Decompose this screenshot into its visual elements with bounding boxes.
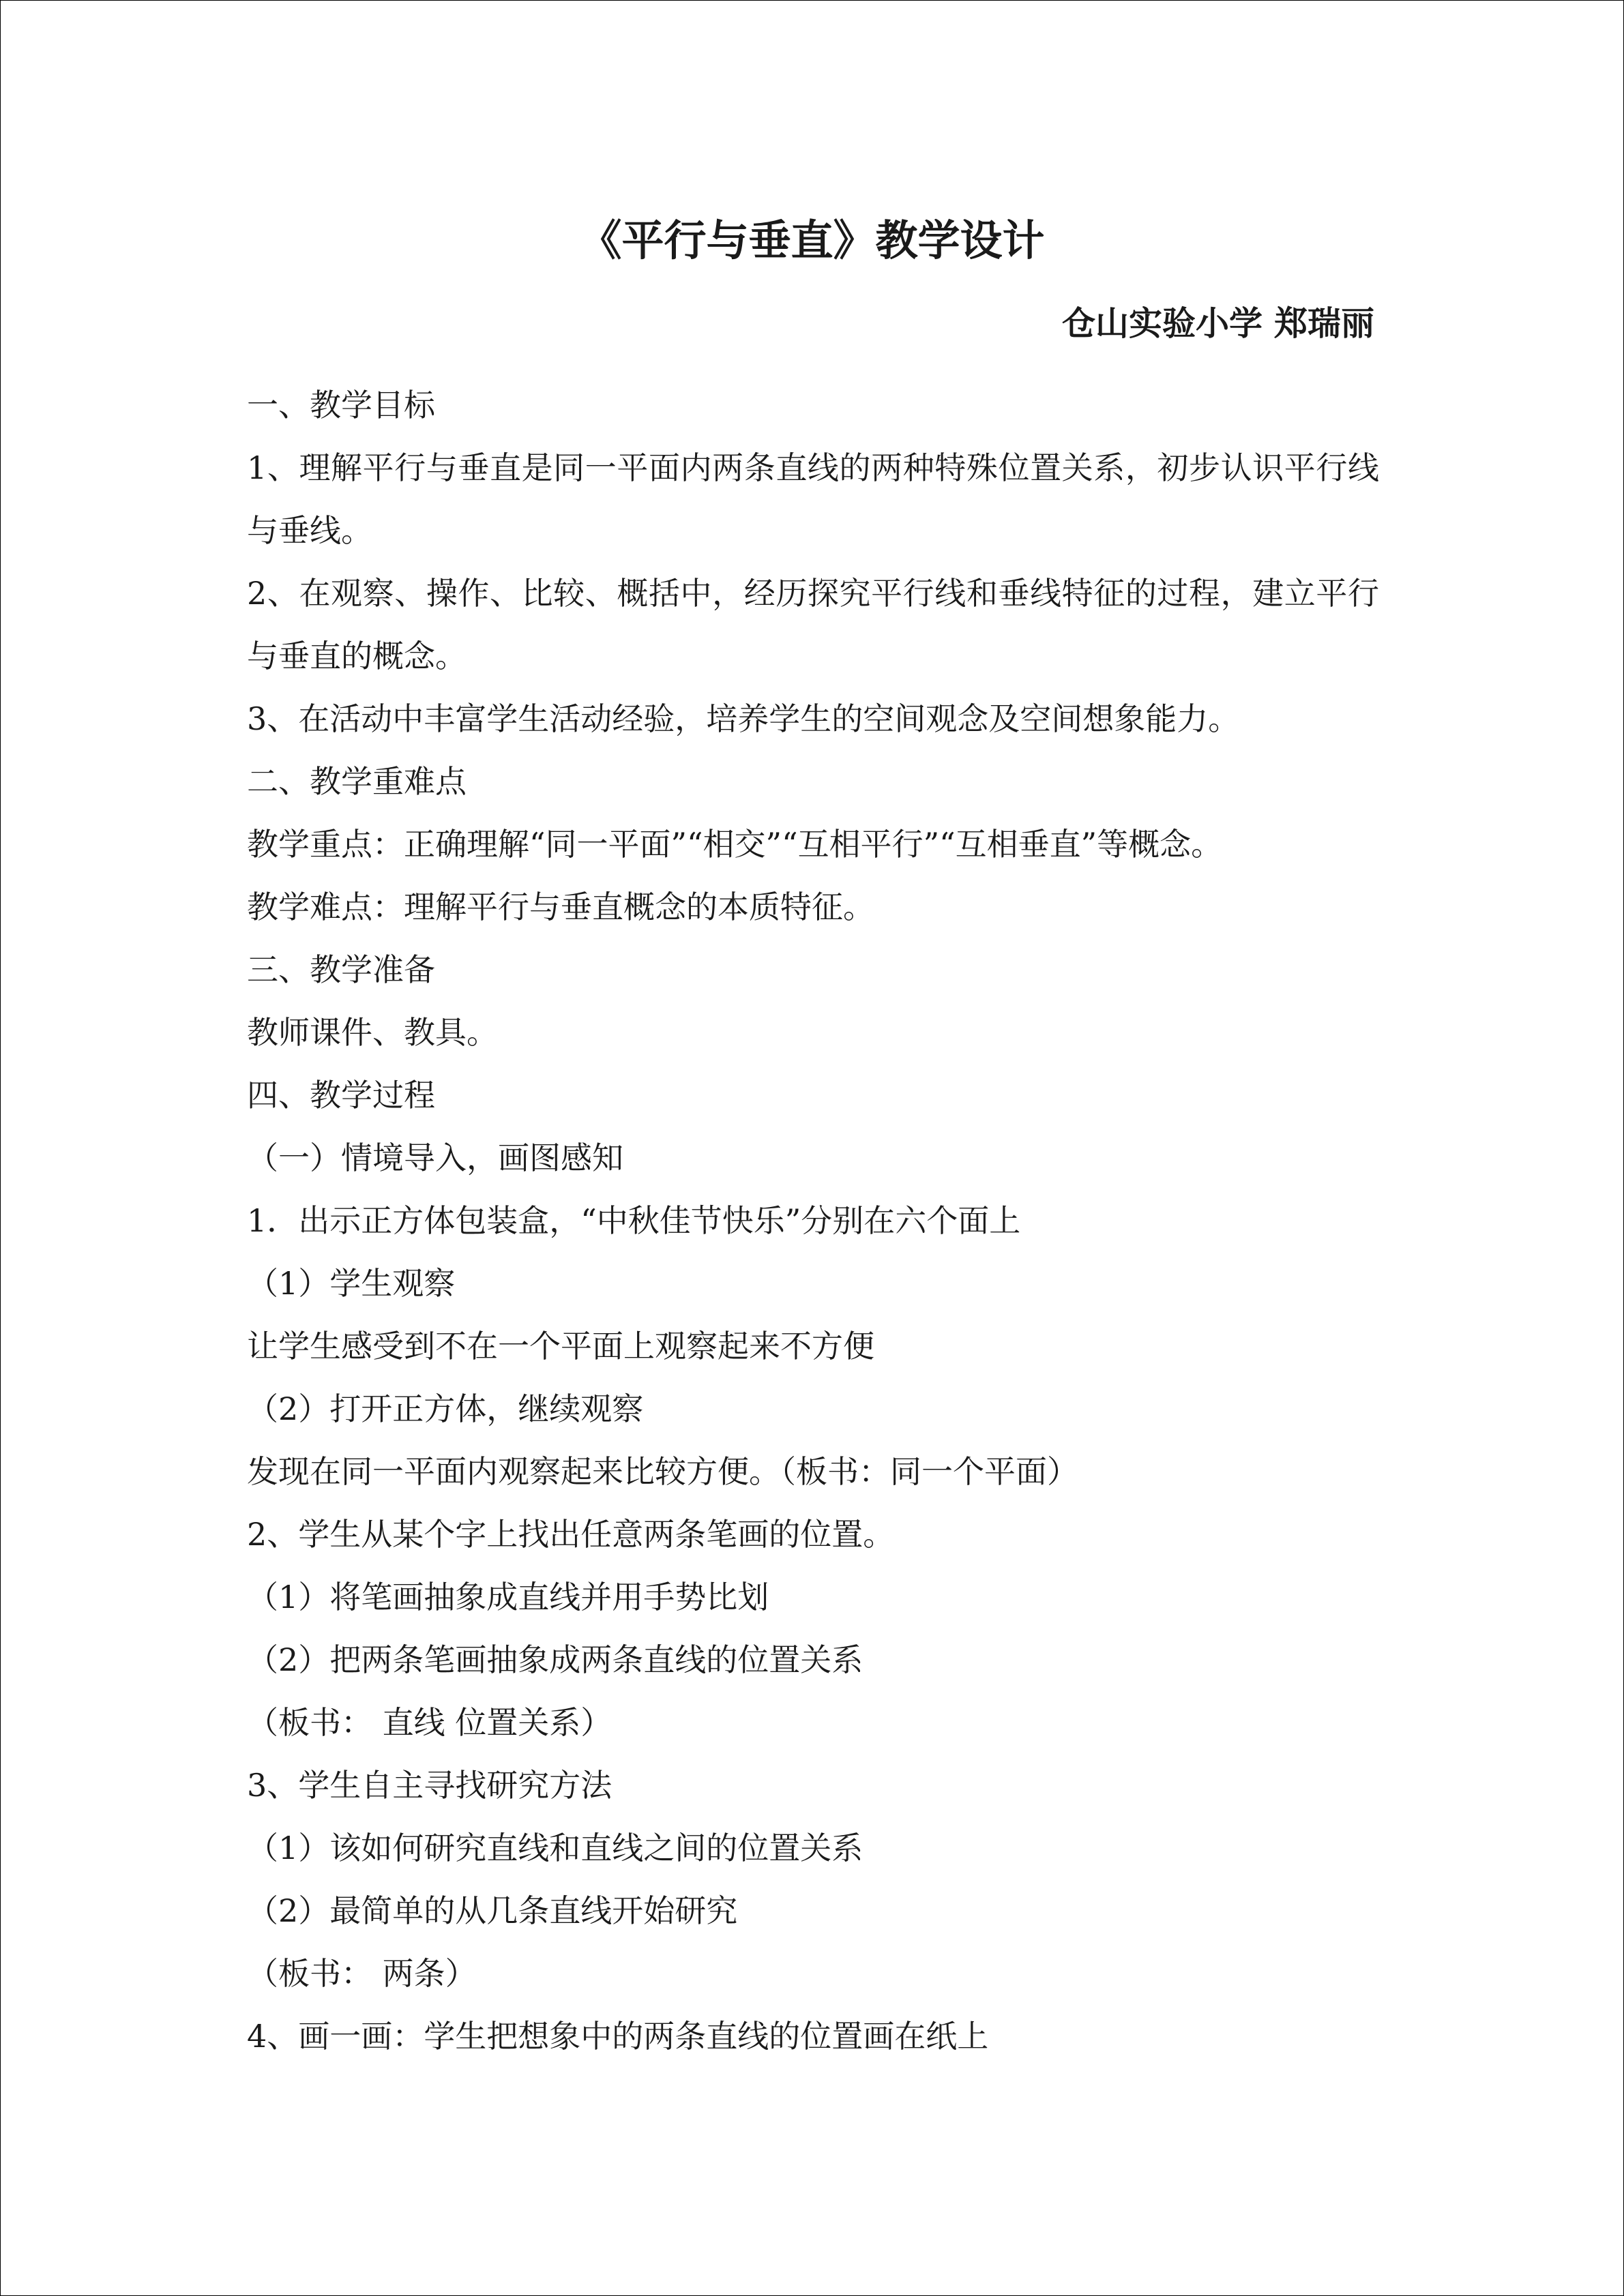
- process-step: 3、学生自主寻找研究方法: [247, 1767, 612, 1804]
- board-note: （板书： 两条）: [247, 1955, 477, 1992]
- process-step: （1）该如何研究直线和直线之间的位置关系: [247, 1830, 863, 1866]
- section-heading-key-points: 二、教学重难点: [247, 763, 467, 800]
- process-step: 让学生感受到不在一个平面上观察起来不方便: [247, 1328, 874, 1365]
- objective-item-3: 3、在活动中丰富学生活动经验，培养学生的空间观念及空间想象能力。: [247, 700, 1240, 737]
- document-author: 仓山实验小学 郑瑞丽: [1061, 303, 1374, 343]
- objective-item-2: 2、在观察、操作、比较、概括中，经历探究平行线和垂线特征的过程，建立平行与垂直的概念。: [247, 575, 1379, 674]
- preparation-text: 教师课件、教具。: [247, 1014, 498, 1051]
- difficult-point: 教学难点：理解平行与垂直概念的本质特征。: [247, 889, 874, 925]
- process-step: （2）把两条笔画抽象成两条直线的位置关系: [247, 1641, 863, 1678]
- process-subheading: （一）情境导入，画图感知: [247, 1139, 623, 1176]
- process-step: （1）学生观察: [247, 1265, 456, 1302]
- process-step: （1）将笔画抽象成直线并用手势比划: [247, 1579, 769, 1615]
- document-body: [247, 374, 1379, 2068]
- process-step: （2）最简单的从几条直线开始研究: [247, 1892, 738, 1929]
- document-title: 《平行与垂直》教学设计: [579, 215, 1045, 265]
- process-step: 4、画一画：学生把想象中的两条直线的位置画在纸上: [247, 2018, 989, 2055]
- objective-item-1: 1、理解平行与垂直是同一平面内两条直线的两种特殊位置关系，初步认识平行线与垂线。: [247, 449, 1379, 549]
- section-heading-process: 四、教学过程: [247, 1077, 435, 1114]
- key-point: 教学重点：正确理解“同一平面”“相交”“互相平行”“互相垂直”等概念。: [247, 826, 1223, 863]
- process-step: 2、学生从某个字上找出任意两条笔画的位置。: [247, 1516, 895, 1553]
- section-heading-objectives: 一、教学目标: [247, 387, 435, 423]
- process-step: 1．出示正方体包装盒，“中秋佳节快乐”分别在六个面上: [247, 1202, 1021, 1239]
- board-note: （板书： 直线 位置关系）: [247, 1704, 612, 1741]
- section-heading-preparation: 三、教学准备: [247, 951, 435, 988]
- process-step: 发现在同一平面内观察起来比较方便。（板书：同一个平面）: [247, 1453, 1078, 1490]
- process-step: （2）打开正方体，继续观察: [247, 1390, 644, 1427]
